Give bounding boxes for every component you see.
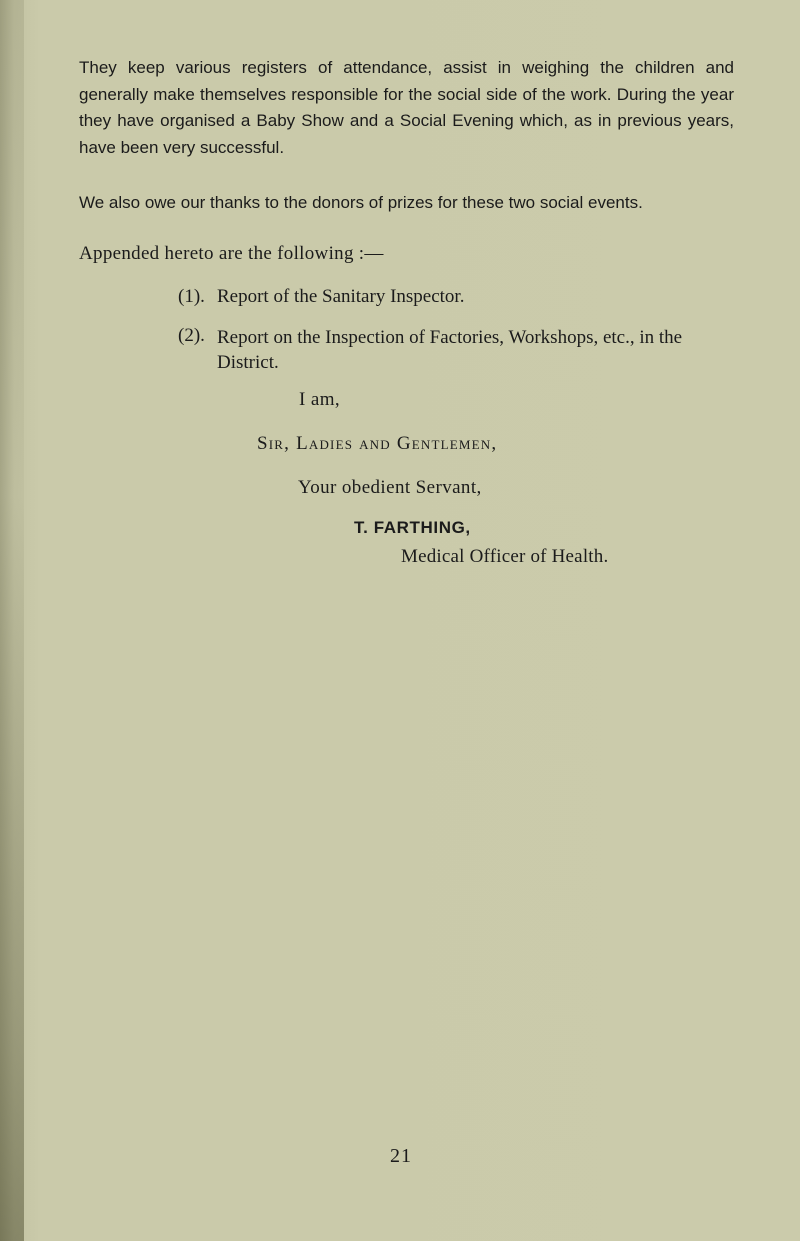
closing-salutation: Sir, Ladies and Gentlemen, [257,433,498,454]
appendix-text-1: Report of the Sanitary Inspector. [217,286,465,307]
closing-i-am: I am, [299,389,341,410]
closing-servant: Your obedient Servant, [298,477,482,498]
appendix-text-2: Report on the Inspection of Factories, Workshops, etc., in the District. [217,327,683,373]
appended-intro: Appended hereto are the following :— [79,243,384,264]
signature-name: T. FARTHING, [354,518,471,537]
page-number: 21 [390,1145,412,1167]
body-paragraph-2: We also owe our thanks to the donors of prizes for these two social events. [79,193,643,212]
signature-title: Medical Officer of Health. [401,546,609,567]
appendix-number-2: (2). [178,325,205,346]
appendix-number-1: (1). [178,286,205,307]
body-paragraph-1: They keep various registers of attendance, assist in weighing the children and generally make themselves responsible for the social side of the work. During the year they have organised a Baby Show and a Social Evening which, as in previous years, have been very successful. [79,58,734,157]
page-edge-shadow [0,0,24,1241]
